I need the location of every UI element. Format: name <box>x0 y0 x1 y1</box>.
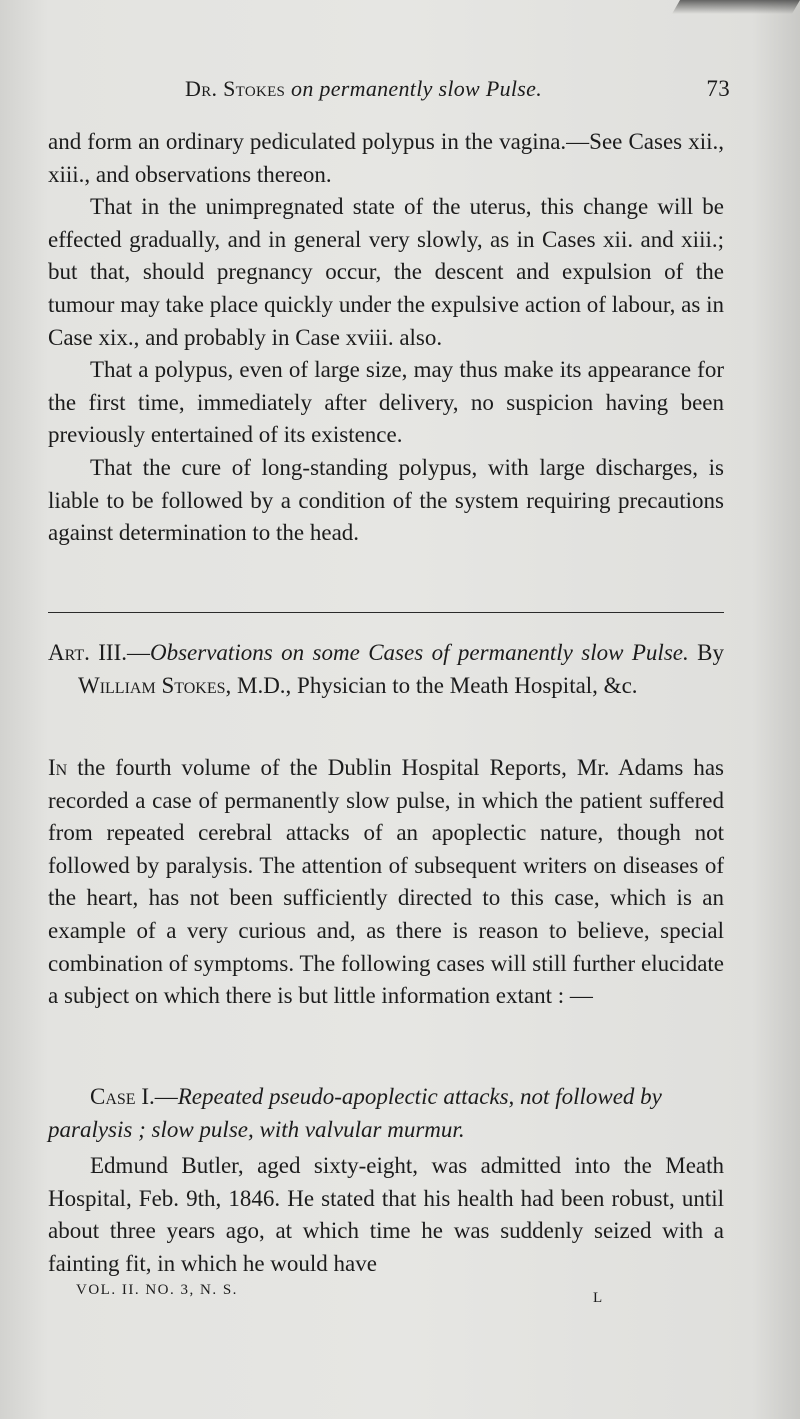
case-heading <box>48 1080 724 1146</box>
case-title: Repeated pseudo-apoplectic attacks, not followed by paralysis ; slow pulse, with valvular murmur. <box>48 1084 662 1142</box>
case-section <box>48 1150 724 1280</box>
section-divider <box>48 612 724 613</box>
paragraph: That the cure of long-standing polypus, with large discharges, is liable to be followed by a condition of the system requiring precautions against determination to the head. <box>48 454 724 546</box>
paragraph: and form an ordinary pediculated polypus in the vagina.—See Cases xii., xiii., and observations thereon. <box>48 129 724 187</box>
intro-paragraph <box>48 752 724 1013</box>
page-number: 73 <box>706 76 730 101</box>
page-corner-shadow <box>672 0 800 14</box>
intro-lead: In <box>48 755 68 780</box>
paragraph: That a polypus, even of large size, may thus make its appearance for the first time, immediately after delivery, no suspicion having been previously entertained of its existence. <box>48 357 724 448</box>
case-label: Case I.— <box>90 1084 178 1109</box>
article-label: Art. III.— <box>48 640 150 665</box>
running-head <box>185 76 730 102</box>
gathering-mark: L <box>593 1290 603 1306</box>
signature-mark: VOL. II. NO. 3, N. S. <box>76 1282 238 1298</box>
intro-text: the fourth volume of the Dublin Hospital Reports, Mr. Adams has recorded a case of permanently slow pulse, in which the patient suffered from repeated cerebral attacks of an apoplectic nature, though not followed by paralysis. The attention of subsequent writers on diseases of the heart, has not been sufficiently directed to this case, which is an example of a very curious and, as there is reason to believe, special combination of symptoms. The following cases will still further elucidate a subject on which there is but little information extant : — <box>48 755 724 1009</box>
case-paragraph: Edmund Butler, aged sixty-eight, was admitted into the Meath Hospital, Feb. 9th, 1846. He stated that his health had been robust, until about three years ago, at which time he was suddenly seized with a fainting fit, in which he would have <box>48 1153 724 1276</box>
intro-section <box>48 752 724 1013</box>
article-credentials: , M.D., Physician to the Meath Hospital, &c. <box>225 672 638 698</box>
article-author: William Stokes <box>78 672 226 698</box>
paragraph: That in the unimpregnated state of the uterus, this change will be effected gradually, and in general very slowly, as in Cases xii. and xiii.; but that, should pregnancy occur, the descent and expulsion of the tumour may take place quickly under the expulsive action of labour, as in Case xix., and probably in Case xviii. also. <box>48 194 724 350</box>
header-author: Dr. Stokes <box>185 76 286 101</box>
article-by: By <box>688 640 724 665</box>
article-heading <box>48 637 724 702</box>
article-title: Observations on some Cases of permanently slow Pulse. <box>150 640 689 665</box>
header-title: on permanently slow Pulse. <box>291 76 543 101</box>
conclusions-section <box>48 126 724 550</box>
